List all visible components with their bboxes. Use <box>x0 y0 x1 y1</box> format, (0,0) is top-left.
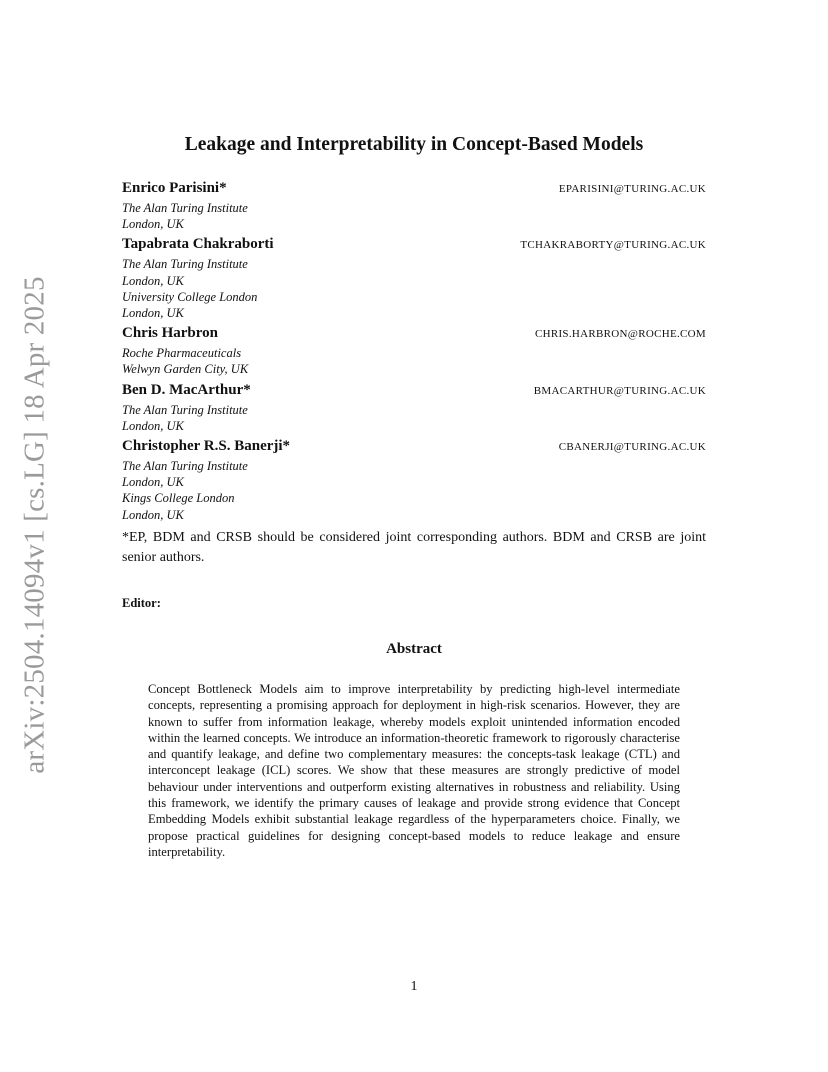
author-affiliation: London, UK <box>122 418 184 433</box>
author-name: Christopher R.S. Banerji* <box>122 438 291 455</box>
arxiv-identifier-stamp: arXiv:2504.14094v1 [cs.LG] 18 Apr 2025 <box>18 276 51 774</box>
author-block <box>122 236 706 321</box>
author-affiliation: University College London <box>122 289 258 304</box>
author-affiliation: Roche Pharmaceuticals <box>122 346 242 361</box>
author-email[interactable]: EPARISINI@TURING.AC.UK <box>558 183 706 195</box>
author-block <box>122 438 706 523</box>
abstract-heading: Abstract <box>386 641 442 657</box>
author-name: Chris Harbron <box>122 325 218 342</box>
editor-label: Editor: <box>122 596 161 610</box>
author-affiliation: London, UK <box>122 217 184 232</box>
author-name: Ben D. MacArthur* <box>122 381 251 398</box>
author-name: Enrico Parisini* <box>122 180 227 196</box>
author-affiliation: The Alan Turing Institute <box>122 402 248 417</box>
author-block <box>122 325 706 377</box>
author-affiliation: London, UK <box>122 507 184 522</box>
author-email[interactable]: TCHAKRABORTY@TURING.AC.UK <box>520 239 706 252</box>
author-list <box>122 180 706 527</box>
author-affiliation: The Alan Turing Institute <box>122 257 248 272</box>
author-affiliation: Welwyn Garden City, UK <box>122 362 249 377</box>
author-block <box>122 180 706 232</box>
author-email[interactable]: CHRIS.HARBRON@ROCHE.COM <box>534 328 706 341</box>
paper-title: Leakage and Interpretability in Concept-Based Models <box>184 134 644 155</box>
author-affiliation: London, UK <box>122 273 184 288</box>
author-affiliation: The Alan Turing Institute <box>122 459 248 474</box>
abstract-text: Concept Bottleneck Models aim to improve interpretability by predicting high-level intermediate concepts, representing a promising approach for deployment in high-risk scenarios. However, they are known to suffer from information leakage, whereby models exploit unintended information encoded within the learned concepts. We introduce an information-theoretic framework to rigorously characterise and quantify leakage, and define two complementary measures: the concepts-task leakage (CTL) and interconcept leakage (ICL) scores. We show that these measures are strongly predictive of model behaviour under interventions and outperform existing alternatives in robustness and reliability. Using this framework, we identify the primary causes of leakage and provide strong evidence that Concept Embedding Models exhibit substantial leakage regardless of the hyperparameters choice. Finally, we propose practical guidelines for designing concept-based models to reduce leakage and ensure interpretability. <box>148 682 680 859</box>
page-number: 1 <box>410 979 418 994</box>
author-block <box>122 382 706 434</box>
author-name: Tapabrata Chakraborti <box>122 236 274 253</box>
author-affiliation: Kings College London <box>122 491 235 506</box>
author-affiliation: London, UK <box>122 475 184 490</box>
author-affiliation: London, UK <box>122 306 184 321</box>
author-affiliation: The Alan Turing Institute <box>122 201 248 215</box>
corresponding-authors-note: *EP, BDM and CRSB should be considered joint corresponding authors. BDM and CRSB are joint senior authors. <box>122 530 706 565</box>
author-email[interactable]: CBANERJI@TURING.AC.UK <box>558 441 706 454</box>
author-email[interactable]: BMACARTHUR@TURING.AC.UK <box>533 384 706 397</box>
